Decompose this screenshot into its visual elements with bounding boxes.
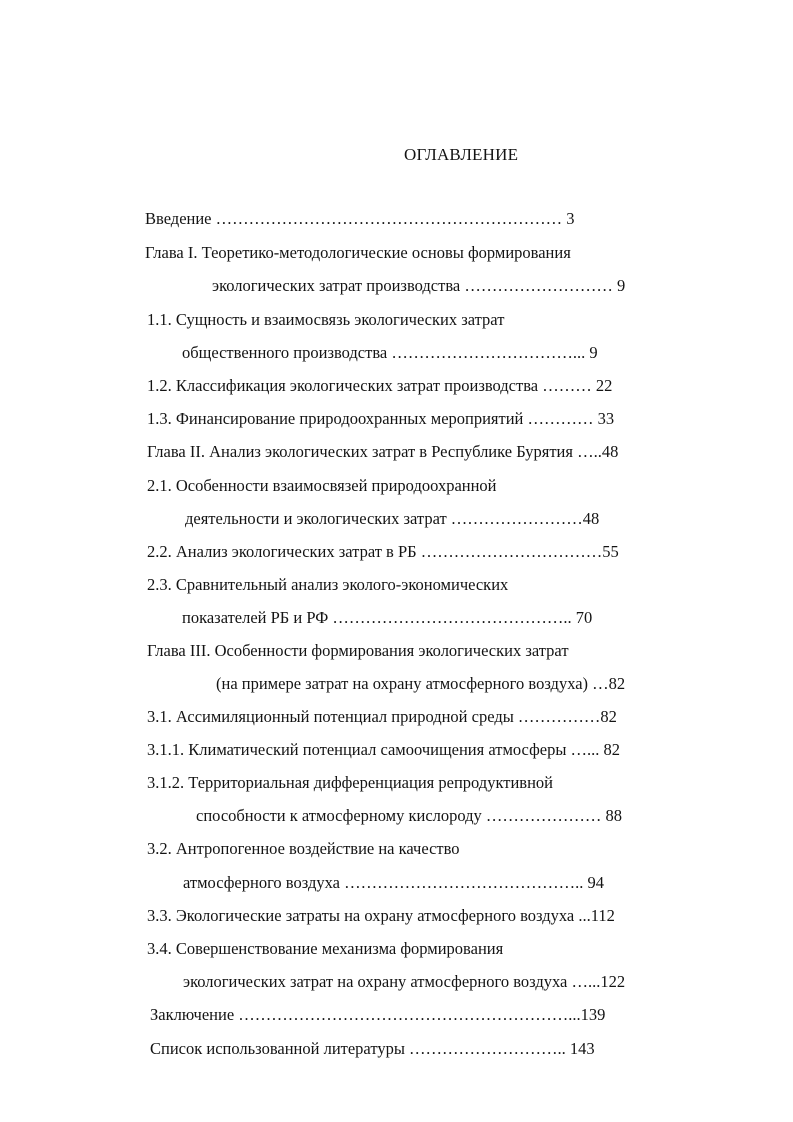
- toc-entry: 3.3. Экологические затраты на охрану атмосферного воздуха ...112: [147, 906, 615, 925]
- toc-entry: 2.1. Особенности взаимосвязей природоохранной: [147, 476, 497, 495]
- toc-entry: (на примере затрат на охрану атмосферного воздуха) …82: [216, 674, 626, 693]
- toc-entry: Глава III. Особенности формирования экологических затрат: [147, 641, 569, 660]
- toc-entry: экологических затрат производства ……………………… 9: [212, 276, 626, 295]
- toc-entry: 1.2. Классификация экологических затрат производства ……… 22: [147, 376, 613, 395]
- toc-entry: общественного производства ……………………………... 9: [182, 343, 598, 362]
- toc-entry: 3.4. Совершенствование механизма формирования: [147, 939, 504, 958]
- toc-entry: 2.3. Сравнительный анализ эколого-экономических: [147, 575, 509, 594]
- toc-entry: атмосферного воздуха …………………………………….. 94: [183, 873, 604, 892]
- toc-entry: 3.2. Антропогенное воздействие на качество: [147, 839, 460, 858]
- toc-entry: 3.1.2. Территориальная дифференциация репродуктивной: [147, 773, 553, 792]
- page-title: ОГЛАВЛЕНИЕ: [404, 145, 519, 164]
- toc-entry: показателей РБ и РФ …………………………………….. 70: [182, 608, 593, 627]
- toc-entry: Список использованной литературы ……………………….. 143: [150, 1039, 595, 1058]
- toc-entry: 3.1.1. Климатический потенциал самоочищения атмосферы …... 82: [147, 740, 621, 759]
- toc-entry: способности к атмосферному кислороду ………………… 88: [196, 806, 623, 825]
- toc-entry: 2.2. Анализ экологических затрат в РБ ……………………………55: [147, 542, 619, 561]
- toc-entry: Глава II. Анализ экологических затрат в Республике Бурятия …..48: [147, 442, 619, 461]
- toc-entry: 1.3. Финансирование природоохранных мероприятий ………… 33: [147, 409, 615, 428]
- toc-entry: 3.1. Ассимиляционный потенциал природной среды ……………82: [147, 707, 617, 726]
- toc-entry: Глава I. Теоретико-методологические основы формирования: [145, 243, 571, 262]
- toc-entry: деятельности и экологических затрат ……………………48: [185, 509, 600, 528]
- toc-entry: экологических затрат на охрану атмосферного воздуха …...122: [183, 972, 626, 991]
- toc-entry: 1.1. Сущность и взаимосвязь экологических затрат: [147, 310, 505, 329]
- toc-entry: Введение ……………………………………………………… 3: [145, 209, 575, 228]
- toc-entry: Заключение ……………………………………………………...139: [150, 1005, 606, 1024]
